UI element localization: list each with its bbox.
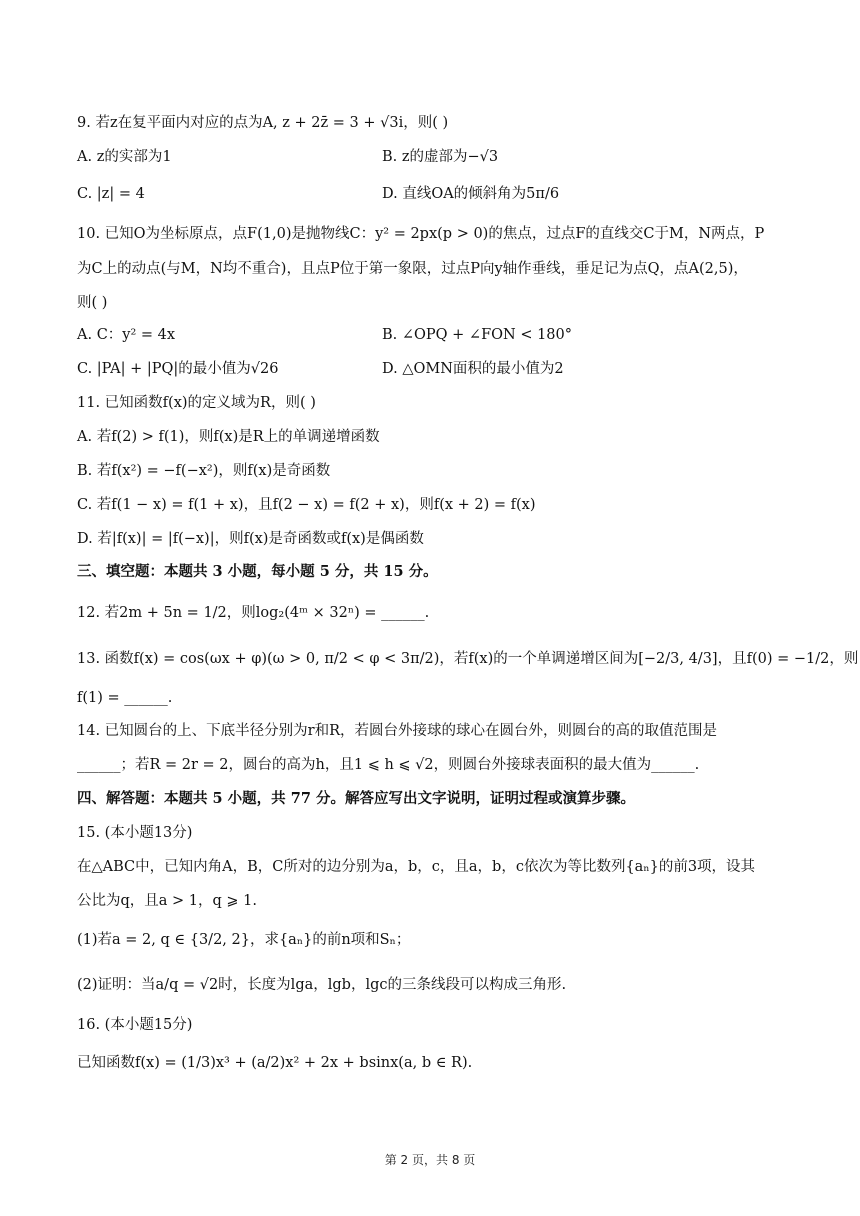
q11-option-c: C. 若f(1 − x) = f(1 + x)，且f(2 − x) = f(2 + x)，则f(x + 2) = f(x) bbox=[77, 497, 536, 513]
section-answer-heading: 四、解答题：本题共 5 小题，共 77 分。解答应写出文字说明，证明过程或演算步骤。 bbox=[77, 790, 635, 807]
q12-text: 12. 若2m + 5n = 1/2，则log₂(4ᵐ × 32ⁿ) = ______. bbox=[77, 605, 430, 621]
q10-option-b: B. ∠OPQ + ∠FON < 180° bbox=[382, 327, 573, 343]
q14-line2: ______；若R = 2r = 2，圆台的高为h，且1 ⩽ h ⩽ √2，则圆台外接球表面积的最大值为______. bbox=[77, 757, 700, 773]
q15-line1: 在△ABC中，已知内角A，B，C所对的边分别为a，b，c，且a，b，c依次为等比数列{aₙ}的前3项，设其 bbox=[77, 859, 756, 875]
q11-option-d: D. 若|f(x)| = |f(−x)|，则f(x)是奇函数或f(x)是偶函数 bbox=[77, 531, 424, 547]
q10-option-c: C. |PA| + |PQ|的最小值为√26 bbox=[77, 361, 279, 377]
page-number-footer: 第 2 页，共 8 页 bbox=[384, 1153, 476, 1167]
q9-option-c: C. |z| = 4 bbox=[77, 186, 145, 202]
q10-option-d: D. △OMN面积的最小值为2 bbox=[382, 361, 564, 377]
q9-option-d: D. 直线OA的倾斜角为5π/6 bbox=[382, 186, 560, 202]
q10-stem-line2: 为C上的动点(与M，N均不重合)，且点P位于第一象限，过点P向y轴作垂线，垂足记为点Q，点A(2,5)， bbox=[77, 261, 748, 277]
q16-line1: 已知函数f(x) = (1/3)x³ + (a/2)x² + 2x + bsinx(a, b ∈ R). bbox=[77, 1055, 473, 1071]
q9-option-a: A. z的实部为1 bbox=[77, 149, 172, 165]
q11-option-a: A. 若f(2) > f(1)，则f(x)是R上的单调递增函数 bbox=[77, 429, 380, 445]
section-fill-in-heading: 三、填空题：本题共 3 小题，每小题 5 分，共 15 分。 bbox=[77, 563, 438, 580]
q10-stem-line1: 10. 已知O为坐标原点，点F(1,0)是抛物线C：y² = 2px(p > 0)的焦点，过点F的直线交C于M，N两点，P bbox=[77, 226, 765, 242]
q14-line1: 14. 已知圆台的上、下底半径分别为r和R，若圆台外接球的球心在圆台外，则圆台的高的取值范围是 bbox=[77, 723, 718, 739]
q15-part1: (1)若a = 2, q ∈ {3/2, 2}，求{aₙ}的前n项和Sₙ； bbox=[77, 932, 411, 948]
q13-line1: 13. 函数f(x) = cos(ωx + φ)(ω > 0, π/2 < φ < 3π/2)，若f(x)的一个单调递增区间为[−2/3, 4/3]，且f(0) = −1/2，则 bbox=[77, 651, 859, 667]
q15-line2: 公比为q，且a > 1，q ⩾ 1. bbox=[77, 893, 258, 909]
q13-line2: f(1) = ______. bbox=[77, 690, 173, 706]
q15-part2: (2)证明：当a/q = √2时，长度为lga，lgb，lgc的三条线段可以构成三角形. bbox=[77, 977, 567, 993]
q9-stem: 9. 若z在复平面内对应的点为A, z + 2z̄ = 3 + √3i，则( ) bbox=[77, 115, 449, 131]
q11-stem: 11. 已知函数f(x)的定义域为R，则( ) bbox=[77, 395, 316, 411]
q10-option-a: A. C：y² = 4x bbox=[77, 327, 176, 343]
q15-title: 15. (本小题13分) bbox=[77, 825, 193, 841]
q9-option-b: B. z的虚部为−√3 bbox=[382, 149, 499, 165]
q10-stem-line3: 则( ) bbox=[77, 295, 108, 311]
q11-option-b: B. 若f(x²) = −f(−x²)，则f(x)是奇函数 bbox=[77, 463, 331, 479]
q16-title: 16. (本小题15分) bbox=[77, 1017, 193, 1033]
